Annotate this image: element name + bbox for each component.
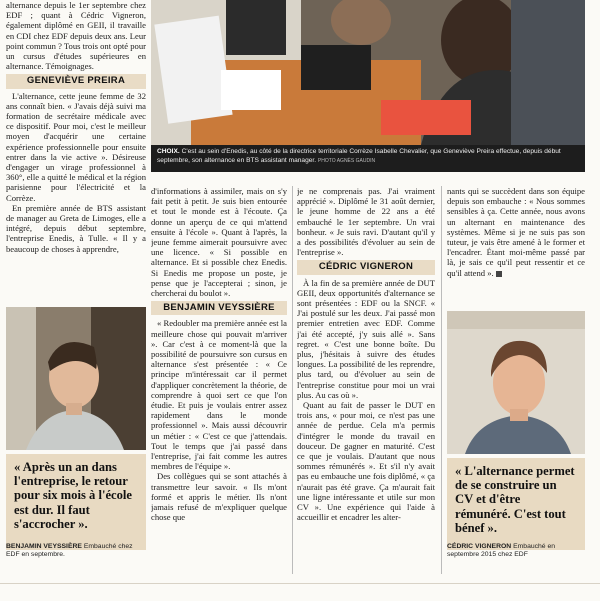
body-paragraph: « Redoubler ma première année est la meilleure chose qui pouvait m'arriver ». Car c'est à ce moment-là que la possibilité de poursuivre son cursus en alternance s'est présentée : « Ce principe m'intéressait car il permet d'appliquer concrètement la théorie, de comprendre à quoi sert ce que l'on étudie. Et puis je voulais entrer assez rapidement dans le monde professionnel ». Mais aussi découvrir un métier : « C'est ce que j'attendais. Tout le temps que j'ai passé dans l'entreprise, j'ai fait comme les autres membres de l'équipe ».: [151, 318, 287, 472]
column-4: [447, 186, 585, 304]
body-paragraph: À la fin de sa première année de DUT GEII, deux opportunités d'alternance se sont présentées : EDF ou la SNCF. « J'ai postulé sur les deux. J'ai passé mon premier entretien avec EDF. Comme j'ai été accepté, j'y suis allé ». Sans regret. « C'est une bonne boîte. Du plus, j'hésitais à suivre des études longues. La possibilité de les reprendre, plus tard, ou d'évoluer au sein de l'entreprise constitue pour moi un vrai plus. Au cas où ».: [297, 277, 435, 400]
section-heading-genevieve: GENEVIÈVE PREIRA: [6, 74, 146, 88]
body-paragraph: nants qui se succèdent dans son équipe depuis son embauche : « Nous sommes sensibles à ça. Cette année, nous avons un alternant en maintenance des systèmes. Même si je ne suis pas son tuteur, je vais être amené à le former et l'encadrer. Étant moi-même passé par là, je sais ce qu'il peut ressentir et ce qu'il attend ».: [447, 186, 585, 278]
pull-quote-role: Embauché en septembre 2015 chez EDF: [447, 543, 556, 558]
column-divider: [441, 186, 442, 574]
left-column: [6, 0, 146, 303]
page-bottom-border: [0, 583, 600, 601]
pull-quote-text: « L'alternance permet de se construire un CV et d'être rémunéré. C'est tout bénef ».: [455, 464, 575, 535]
main-photo: [151, 0, 585, 145]
caption-label: CHOIX.: [157, 148, 180, 155]
body-paragraph: L'alternance, cette jeune femme de 32 ans connaît bien. « J'avais déjà suivi ma formation de secrétaire médicale avec ce dispositif. Pour moi, c'est le meilleur moyen d'acquérir une certaine expérience professionnelle pour ensuite entrer dans la vie active ». Désireuse d'engager un virage professionnel à 360°, elle a quitté le médical et la région parisienne pour l'électricité et la Corrèze.: [6, 90, 146, 203]
pull-quote-name: BENJAMIN VEYSSIÈRE: [6, 543, 82, 550]
pull-quote-benjamin: [6, 454, 146, 550]
portrait-benjamin-photo: [6, 307, 146, 450]
body-paragraph: Des collègues qui se sont attachés à transmettre leur savoir. « Ils m'ont formé et appris le métier. Ils n'ont jamais refusé de m'expliquer quelque chose que: [151, 471, 287, 523]
pull-quote-caption: [447, 543, 585, 559]
pull-quote-caption: [6, 543, 146, 559]
pull-quote-text: « Après un an dans l'entreprise, le retour pour six mois à l'école est dur. Il faut s'accrocher ».: [14, 460, 133, 531]
body-paragraph: d'informations à assimiler, mais on s'y fait petit à petit. Je suis bien entourée et tout le monde est à l'écoute. Ça donne un aperçu de ce qui m'attend ensuite à l'école ». Quant à l'après, la jeune femme aimerait poursuivre avec une licence. « Si possible en alternance. Et si possible chez Enedis. Si Enedis me propose un poste, je pense que je l'accepterai ; sinon, je chercherai du boulot ».: [151, 186, 287, 299]
portrait-cedric-illustration: [447, 311, 585, 454]
office-scene-illustration: [151, 0, 585, 145]
portrait-benjamin-illustration: [6, 307, 146, 450]
photo-credit: PHOTO AGNÈS GAUDIN: [317, 157, 376, 164]
column-2: [151, 186, 287, 578]
caption-text: C'est au sein d'Enedis, au côté de la directrice territoriale Corrèze Isabelle Chevalier, que Geneviève Preira effectue, depuis début septembre, son alternance en BTS assistant manager.: [157, 148, 561, 164]
body-paragraph: En première année de BTS assistant de manager au Greta de Limoges, elle a intégré, depuis début septembre, l'entreprise Enedis, à Tulle. « Il y a beaucoup de choses à apprendre,: [6, 202, 146, 254]
portrait-cedric-photo: [447, 311, 585, 454]
end-of-article-mark: [496, 271, 502, 277]
body-paragraph: Quant au fait de passer le DUT en trois ans, « pour moi, ce n'est pas une année de perdue. Cela m'a permis d'intégrer le monde du travail en douceur. De gagner en maturité. C'est ce que je voulais. D'autant que nous sommes rémunérés ». Et s'il n'y avait pas eu embauche une fois diplômé, « ça n'aurait pas été grave. Ça m'aurait fait une ligne intéressante et utile sur mon CV ». Une expérience qui l'aide à accueillir et encadrer les alter-: [297, 400, 435, 523]
photo-caption: [151, 145, 585, 172]
pull-quote-cedric: [447, 458, 585, 550]
intro-paragraph: alternance depuis le 1er septembre chez EDF ; quant à Cédric Vigneron, également diplômé en GEII, il travaille en CDI chez EDF depuis deux ans. Leur point commun ? Tous trois ont opté pour un cursus d'études supérieures en alternance. Témoignages.: [6, 0, 146, 72]
column-divider: [292, 186, 293, 574]
column-3: [297, 186, 435, 578]
section-heading-benjamin: BENJAMIN VEYSSIÈRE: [151, 301, 287, 315]
pull-quote-name: CÉDRIC VIGNERON: [447, 543, 512, 550]
pull-quote-role: Embauché chez EDF en septembre.: [6, 543, 133, 558]
section-heading-cedric: CÉDRIC VIGNERON: [297, 260, 435, 274]
body-paragraph: je ne comprenais pas. J'ai vraiment apprécié ». Diplômé le 31 août dernier, le jeune homme de 22 ans a été embauché le 1er septembre. Un vrai bonheur. « Je suis ravi. D'autant qu'il y a des possibilités d'évoluer au sein de l'entreprise ».: [297, 186, 435, 258]
